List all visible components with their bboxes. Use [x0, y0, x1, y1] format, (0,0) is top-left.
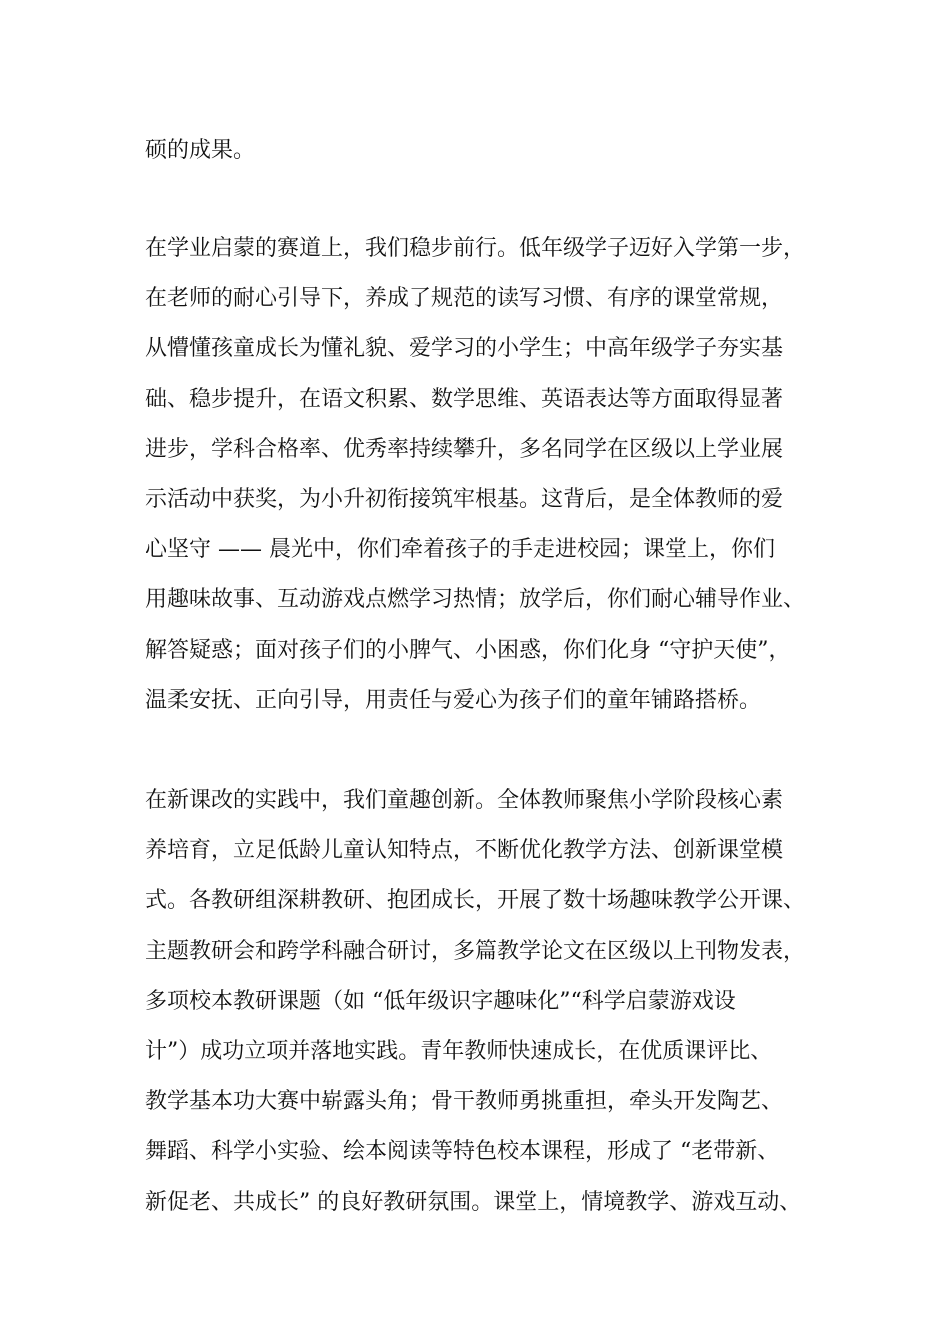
- text-line: 础、稳步提升，在语文积累、数学思维、英语表达等方面取得显著: [145, 386, 784, 412]
- text-line: 进步，学科合格率、优秀率持续攀升，多名同学在区级以上学业展: [145, 436, 784, 462]
- text-line: 温柔安抚、正向引导，用责任与爱心为孩子们的童年铺路搭桥。: [145, 687, 762, 713]
- text-line: 解答疑惑；面对孩子们的小脾气、小困惑，你们化身 “守护天使”，: [145, 637, 791, 663]
- text-line: 用趣味故事、互动游戏点燃学习热情；放学后，你们耐心辅导作业、: [145, 587, 806, 613]
- text-line: 式。各教研组深耕教研、抱团成长，开展了数十场趣味教学公开课、: [145, 888, 806, 914]
- text-line: 新促老、共成长” 的良好教研氛围。课堂上，情境教学、游戏互动、: [145, 1189, 802, 1215]
- text-line: 养培育，立足低龄儿童认知特点，不断优化教学方法、创新课堂模: [145, 838, 784, 864]
- text-line: 从懵懂孩童成长为懂礼貌、爱学习的小学生；中高年级学子夯实基: [145, 336, 784, 362]
- text-line: 舞蹈、科学小实验、绘本阅读等特色校本课程，形成了 “老带新、: [145, 1139, 780, 1165]
- text-line: 主题教研会和跨学科融合研讨，多篇教学论文在区级以上刊物发表，: [145, 938, 806, 964]
- paragraph-2: [145, 224, 835, 726]
- text-line: 教学基本功大赛中崭露头角；骨干教师勇挑重担，牵头开发陶艺、: [145, 1089, 784, 1115]
- text-line: 硕的成果。: [145, 138, 256, 163]
- text-line: 在新课改的实践中，我们童趣创新。全体教师聚焦小学阶段核心素: [145, 788, 784, 813]
- text-line: 计”）成功立项并落地实践。青年教师快速成长，在优质课评比、: [145, 1038, 773, 1064]
- text-line: 多项校本教研课题（如 “低年级识字趣味化”“科学启蒙游戏设: [145, 988, 736, 1014]
- paragraph-1: [145, 126, 835, 176]
- text-line: 心坚守 —— 晨光中，你们牵着孩子的手走进校园；课堂上，你们: [145, 537, 775, 563]
- text-line: 在老师的耐心引导下，养成了规范的读写习惯、有序的课堂常规，: [145, 286, 784, 312]
- text-line: 在学业启蒙的赛道上，我们稳步前行。低年级学子迈好入学第一步，: [145, 236, 806, 261]
- paragraph-3: [145, 776, 835, 1228]
- text-line: 示活动中获奖，为小升初衔接筑牢根基。这背后，是全体教师的爱: [145, 486, 784, 512]
